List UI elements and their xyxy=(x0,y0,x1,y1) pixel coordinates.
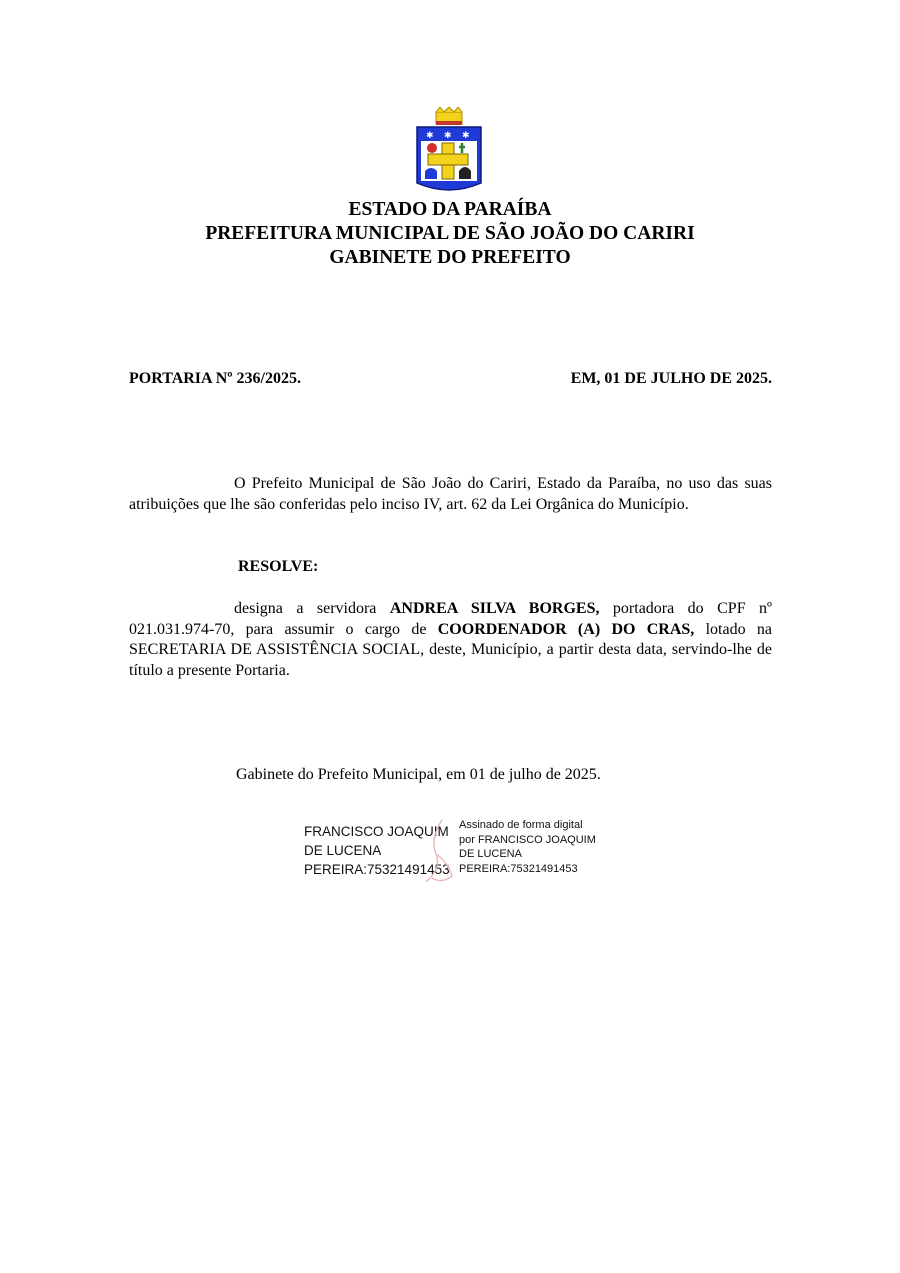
closing-line: Gabinete do Prefeito Municipal, em 01 de julho de 2025. xyxy=(236,766,601,783)
header-state: ESTADO DA PARAÍBA xyxy=(348,199,552,220)
coat-of-arms-icon xyxy=(415,107,483,193)
signature-info-line: por FRANCISCO JOAQUIM xyxy=(459,833,596,846)
header-gabinete: GABINETE DO PREFEITO xyxy=(329,247,571,268)
digital-signature xyxy=(304,818,624,888)
signature-info-line: DE LUCENA xyxy=(459,848,522,860)
signature-info-block xyxy=(459,818,596,876)
svg-text:✱: ✱ xyxy=(444,131,452,141)
svg-text:✱: ✱ xyxy=(426,131,434,141)
intro-paragraph xyxy=(129,474,772,515)
portaria-number: PORTARIA Nº 236/2025. xyxy=(129,370,301,387)
resolve-heading: RESOLVE: xyxy=(238,558,319,575)
svg-text:✱: ✱ xyxy=(462,131,470,141)
body-paragraph xyxy=(129,599,772,681)
servant-name: ANDREA SILVA BORGES, xyxy=(389,600,600,617)
role-name: COORDENADOR (A) DO CRAS, xyxy=(437,620,695,638)
signature-name-line: FRANCISCO JOAQUIM xyxy=(304,824,449,839)
intro-text: O Prefeito Municipal de São João do Cariri, Estado da Paraíba, no uso das suas atribuições que lhe são conferidas pelo inciso IV, art. 62 da Lei Orgânica do Município. xyxy=(129,475,772,513)
signature-info-line: Assinado de forma digital xyxy=(459,819,583,831)
document-header xyxy=(0,198,900,270)
portaria-date: EM, 01 DE JULHO DE 2025. xyxy=(570,370,772,387)
body-text-2: portadora do CPF nº 021.031.974-70, para assumir o cargo de xyxy=(129,600,772,638)
signature-name-line: PEREIRA:75321491453 xyxy=(304,862,450,877)
body-text-3: lotado na SECRETARIA DE ASSISTÊNCIA SOCIAL, deste, Município, a partir desta data, servindo-lhe de título a presente Portaria. xyxy=(129,620,772,679)
signature-info-line: PEREIRA:75321491453 xyxy=(459,862,578,875)
header-prefeitura: PREFEITURA MUNICIPAL DE SÃO JOÃO DO CARIRI xyxy=(205,223,695,244)
body-text-1: designa a servidora xyxy=(234,600,390,617)
signature-name-line: DE LUCENA xyxy=(304,843,382,858)
